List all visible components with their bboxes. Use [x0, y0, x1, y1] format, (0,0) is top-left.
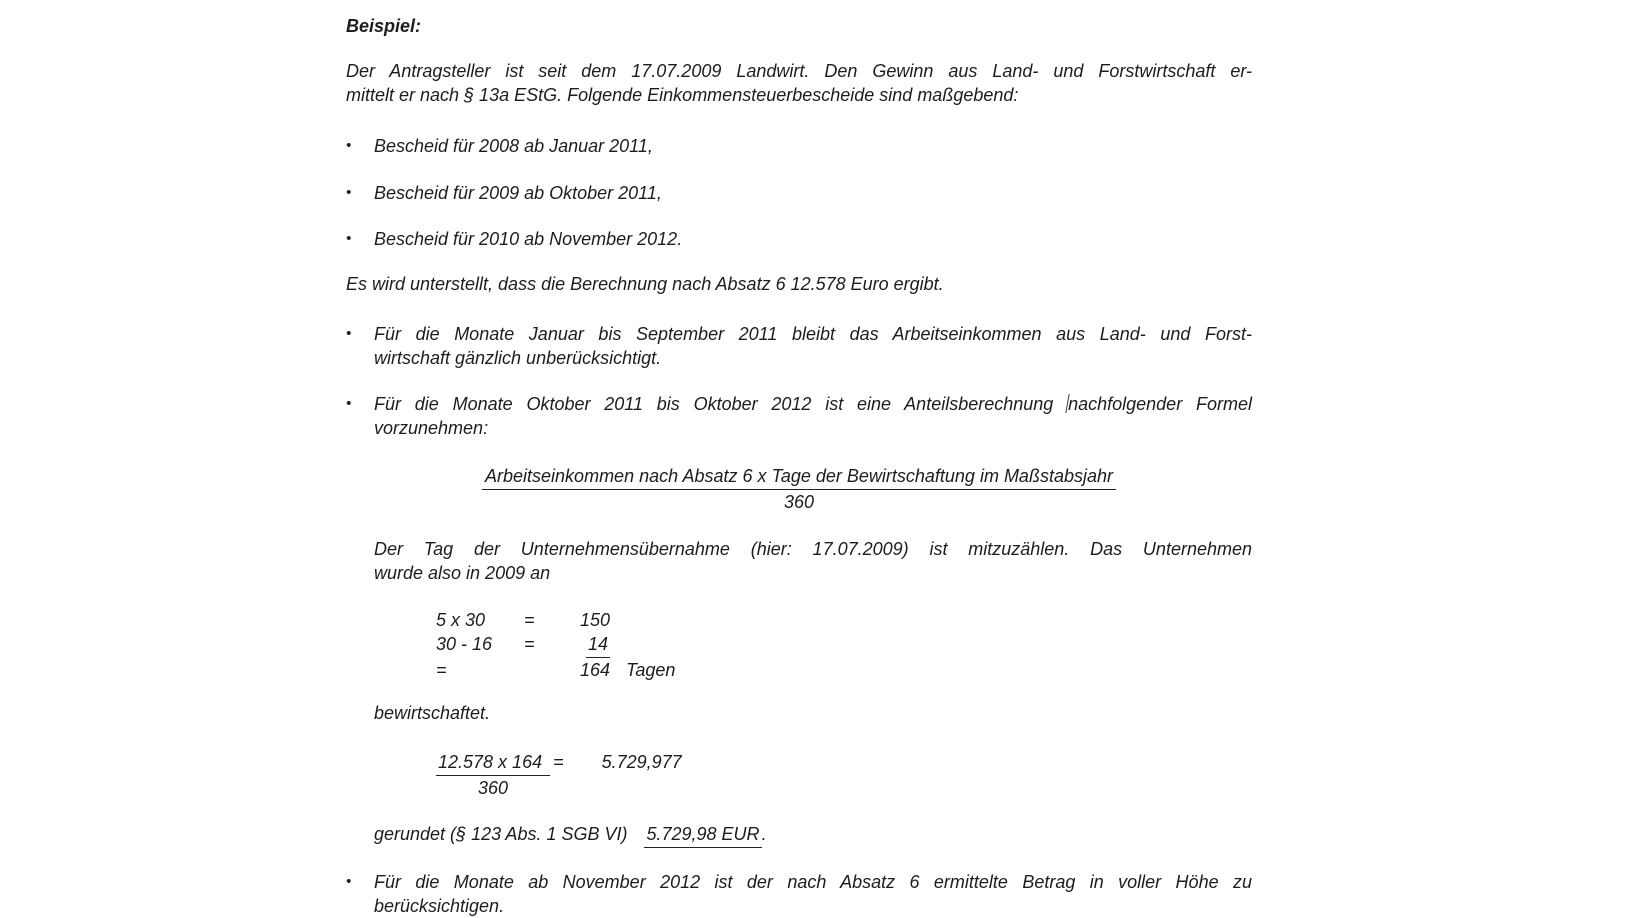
formula-denominator: 360 — [783, 492, 815, 512]
equals-sign: = — [436, 660, 447, 680]
list-item-text — [374, 392, 1252, 440]
document-page — [346, 14, 1252, 918]
list-item-bescheid-2010 — [346, 227, 1252, 251]
text-segment: Für die Monate Oktober 2011 bis Oktober 2012 ist eine Anteilsberechnung — [374, 394, 1054, 414]
text-segment: nachfolgender Formel — [1068, 394, 1252, 414]
text-line: Der Tag der Unternehmensübernahme (hier: 17.07.2009) ist mitzuzählen. Das Unternehmen — [374, 539, 1252, 559]
calc-expression: 5 x 30 — [436, 610, 486, 630]
text-line: berücksichtigen. — [374, 896, 505, 916]
text-line: mittelt er nach § 13a EStG. Folgende Einkommensteuerbescheide sind maßgebend: — [346, 85, 1019, 105]
calc-row — [436, 632, 1252, 658]
bullet-icon: • — [346, 137, 352, 154]
formula-numerator: Arbeitseinkommen nach Absatz 6 x Tage der Bewirtschaftung im Maßstabsjahr — [482, 464, 1116, 490]
text-line: Für die Monate Januar bis September 2011 bleibt das Arbeitseinkommen aus Land- und Forst- — [374, 324, 1252, 344]
list-item-text: Bescheid für 2010 ab November 2012. — [374, 229, 683, 249]
calc-value: 164 — [579, 660, 610, 680]
list-item-text — [374, 870, 1252, 918]
rounding-prefix: gerundet (§ 123 Abs. 1 SGB VI) — [374, 824, 628, 844]
text-line: Der Antragsteller ist seit dem 17.07.2009 Landwirt. Den Gewinn aus Land- und Forstwirtschaft er- — [346, 61, 1252, 81]
example-heading: Beispiel: — [346, 16, 422, 36]
text-line: wirtschaft gänzlich unberücksichtigt. — [374, 348, 662, 368]
equals-sign: = — [524, 610, 535, 630]
rounding-line — [374, 822, 1252, 848]
text-line: vorzunehmen: — [374, 418, 489, 438]
bullet-icon: • — [346, 395, 352, 412]
fraction — [436, 750, 550, 800]
list-item-months-nov — [346, 870, 1252, 918]
list-item-text — [374, 322, 1252, 370]
share-calc-block — [436, 750, 1252, 800]
text-line — [374, 392, 1252, 416]
equals-sign: = — [553, 752, 564, 772]
calc-value-underlined: 14 — [586, 632, 610, 658]
bullet-icon: • — [346, 184, 352, 201]
list-item-text: Bescheid für 2008 ab Januar 2011, — [374, 136, 653, 156]
list-item-bescheid-2008 — [346, 134, 1252, 158]
calc-value: 150 — [579, 610, 610, 630]
calc-expression: 30 - 16 — [436, 634, 493, 654]
text-line: wurde also in 2009 an — [374, 563, 551, 583]
bullet-icon: • — [346, 325, 352, 342]
fraction-denominator: 360 — [478, 778, 509, 798]
formula-block — [346, 464, 1252, 514]
list-item-months-jan-sep — [346, 322, 1252, 370]
calc-row — [436, 658, 1252, 682]
calc-result: 5.729,977 — [601, 752, 682, 772]
bullet-icon: • — [346, 873, 352, 890]
intro-paragraph — [346, 59, 1252, 107]
rounding-period: . — [761, 824, 767, 844]
bewirtschaftet-text: bewirtschaftet. — [374, 703, 491, 723]
calc-suffix: Tagen — [626, 660, 676, 680]
day-calc-table — [436, 608, 1252, 682]
list-item-text: Bescheid für 2009 ab Oktober 2011, — [374, 183, 662, 203]
equals-sign: = — [524, 634, 535, 654]
rounded-value-underlined: 5.729,98 EUR — [644, 822, 761, 848]
takeover-paragraph — [374, 537, 1252, 585]
text-line: Für die Monate ab November 2012 ist der nach Absatz 6 ermittelte Betrag in voller Höhe zu — [374, 872, 1252, 892]
list-item-bescheid-2009 — [346, 181, 1252, 205]
calc-row — [436, 608, 1252, 632]
list-item-months-okt — [346, 392, 1252, 440]
assumption-paragraph: Es wird unterstellt, dass die Berechnung nach Absatz 6 12.578 Euro ergibt. — [346, 274, 944, 294]
bullet-icon: • — [346, 230, 352, 247]
fraction-numerator: 12.578 x 164 — [436, 750, 550, 776]
